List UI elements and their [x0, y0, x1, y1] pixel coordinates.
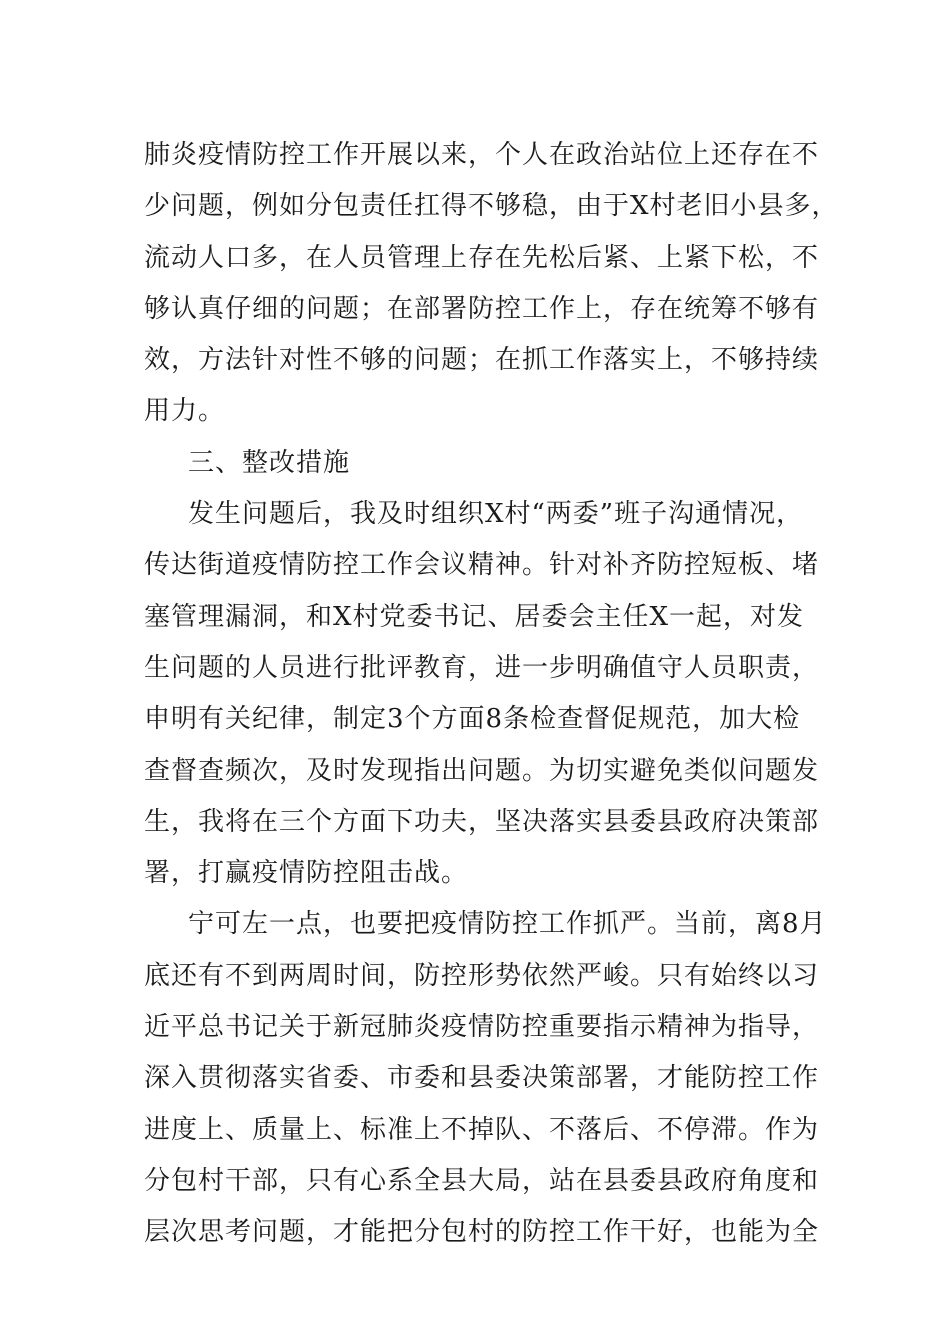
- text-line: 署，打赢疫情防控阻击战。: [144, 858, 469, 889]
- text-line: 宁可左一点，也要把疫情防控工作抓严。当前，离8月: [188, 909, 827, 940]
- text-line: 生，我将在三个方面下功夫，坚决落实县委县政府决策部: [144, 806, 820, 837]
- text-line: 发生问题后，我及时组织X村“两委”班子沟通情况，: [188, 499, 804, 530]
- text-line: 查督查频次，及时发现指出问题。为切实避免类似问题发: [144, 755, 820, 786]
- text-line: 层次思考问题，才能把分包村的防控工作干好，也能为全: [144, 1217, 820, 1248]
- text-line: 肺炎疫情防控工作开展以来，个人在政治站位上还存在不: [144, 140, 820, 170]
- text-line: 生问题的人员进行批评教育，进一步明确值守人员职责，: [144, 652, 820, 683]
- section-heading: 三、整改措施: [188, 447, 351, 478]
- text-line: 用力。: [144, 396, 226, 427]
- text-line: 进度上、质量上、标准上不掉队、不落后、不停滞。作为: [144, 1114, 820, 1145]
- text-line: 传达街道疫情防控工作会议精神。针对补齐防控短板、堵: [144, 550, 820, 581]
- text-line: 流动人口多，在人员管理上存在先松后紧、上紧下松，不: [144, 242, 820, 273]
- text-line: 够认真仔细的问题；在部署防控工作上，存在统筹不够有: [144, 293, 820, 324]
- body-text: [144, 130, 839, 1259]
- text-line: 塞管理漏洞，和X村党委书记、居委会主任X一起，对发: [144, 601, 805, 632]
- text-line: 少问题，例如分包责任扛得不够稳，由于X村老旧小县多，: [144, 191, 839, 222]
- text-line: 效，方法针对性不够的问题；在抓工作落实上，不够持续: [144, 345, 820, 376]
- text-line: 底还有不到两周时间，防控形势依然严峻。只有始终以习: [144, 960, 820, 991]
- text-line: 深入贯彻落实省委、市委和县委决策部署，才能防控工作: [144, 1063, 820, 1094]
- text-line: 分包村干部，只有心系全县大局，站在县委县政府角度和: [144, 1165, 820, 1196]
- text-line: 近平总书记关于新冠肺炎疫情防控重要指示精神为指导，: [144, 1012, 820, 1043]
- text-line: 申明有关纪律，制定3个方面8条检查督促规范，加大检: [144, 704, 801, 735]
